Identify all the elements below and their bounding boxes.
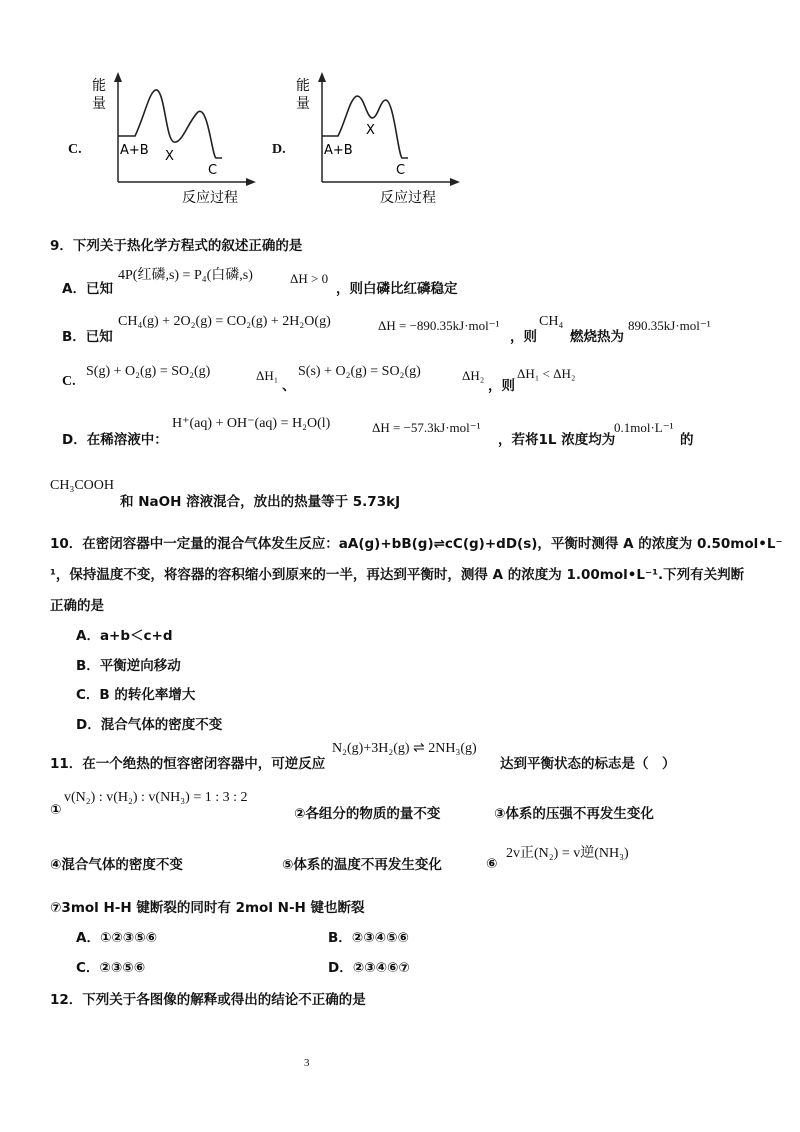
q9-d-concentration: 0.1mol·L⁻¹ <box>614 420 674 435</box>
q11-option-d: D．②③④⑥⑦ <box>328 960 410 976</box>
product-label: C <box>208 163 218 178</box>
q9-b-ch4: CH₄ <box>539 314 564 329</box>
q9-b-equation: CH₄(g) + 2O₂(g) = CO₂(g) + 2H₂O(g) <box>118 314 331 329</box>
y-label-2: 量 <box>92 96 106 112</box>
q9-c-compare: ΔH₁ < ΔH₂ <box>517 366 576 381</box>
q10-line-1: 10．在密闭容器中一定量的混合气体发生反应：aA(g)+bB(g)⇌cC(g)+dD(s)，平衡时测得 A 的浓度为 0.50mol•L⁻ <box>50 536 783 552</box>
x-label: 反应过程 <box>182 190 238 206</box>
y-axis-arrow-icon <box>114 72 122 82</box>
q11-stem-b: 达到平衡状态的标志是（ ） <box>500 756 676 772</box>
q10-option-a: A．a+b＜c+d <box>76 628 173 644</box>
q9-d-formula: CH₃COOH <box>50 478 114 493</box>
y-label-1: 能 <box>92 78 106 94</box>
q9-c-sep: 、 <box>282 378 296 394</box>
q9-c-label: C. <box>62 374 76 389</box>
q10-option-c: C．B 的转化率增大 <box>76 687 196 703</box>
q11-s2: ②各组分的物质的量不变 <box>294 806 441 822</box>
intermediate-label: X <box>165 149 174 164</box>
q12-stem: 12．下列关于各图像的解释或得出的结论不正确的是 <box>50 992 366 1008</box>
q9-b-label: B．已知 <box>62 329 113 345</box>
q9-c-tail: ，则 <box>488 378 515 394</box>
q11-stem-equation: N₂(g)+3H₂(g) ⇌ 2NH₃(g) <box>332 741 477 756</box>
q11-s6-equation: 2v正(N₂) = v逆(NH₃) <box>506 846 629 861</box>
q9-d-continuation: 和 NaOH 溶液混合，放出的热量等于 5.73kJ <box>120 494 401 510</box>
x-axis-arrow-icon <box>450 178 460 186</box>
start-label: A+B <box>324 143 353 158</box>
q11-s4: ④混合气体的密度不变 <box>50 857 183 873</box>
q9-a-tail: ，则白磷比红磷稳定 <box>336 281 458 297</box>
q10-option-b: B．平衡逆向移动 <box>76 658 181 674</box>
q11-s5: ⑤体系的温度不再发生变化 <box>282 857 442 873</box>
q9-d-mid: ，若将1L 浓度均为 <box>498 432 616 448</box>
q9-d-equation: H⁺(aq) + OH⁻(aq) = H₂O(l) <box>172 416 331 431</box>
y-label-1: 能 <box>296 78 310 94</box>
q11-s6-num: ⑥ <box>486 856 498 872</box>
q11-option-c: C．②③⑤⑥ <box>76 960 146 976</box>
q10-line-3: 正确的是 <box>50 598 104 614</box>
q9-b-mid: ，则 <box>510 329 537 345</box>
q9-d-dh: ΔH = −57.3kJ·mol⁻¹ <box>372 420 481 435</box>
q9-c-dh2: ΔH₂ <box>462 368 485 383</box>
page-number: 3 <box>304 1057 310 1069</box>
q11-option-a: A．①②③⑤⑥ <box>76 930 158 946</box>
q9-d-label: D．在稀溶液中： <box>62 432 168 448</box>
intermediate-label: X <box>366 123 375 138</box>
x-axis-arrow-icon <box>246 178 256 186</box>
y-label-2: 量 <box>296 96 310 112</box>
q9-stem: 9．下列关于热化学方程式的叙述正确的是 <box>50 238 303 254</box>
q9-c-equation-2: S(s) + O₂(g) = SO₂(g) <box>298 364 421 379</box>
q9-b-value: 890.35kJ·mol⁻¹ <box>628 318 711 333</box>
q9-a-dh: ΔH > 0 <box>290 271 329 286</box>
q9-b-dh: ΔH = −890.35kJ·mol⁻¹ <box>378 318 500 333</box>
q9-a-equation: 4P(红磷,s) = P₄(白磷,s) <box>118 268 253 283</box>
y-axis-arrow-icon <box>318 72 326 82</box>
q10-line-2: ¹，保持温度不变，将容器的容积缩小到原来的一半，再达到平衡时，测得 A 的浓度为 1.00mol•L⁻¹.下列有关判断 <box>50 567 745 583</box>
q9-c-dh1: ΔH₁ <box>256 368 279 383</box>
q11-s3: ③体系的压强不再发生变化 <box>494 806 654 822</box>
x-label: 反应过程 <box>380 190 436 206</box>
q11-s1-num: ① <box>50 802 62 818</box>
q11-s1-equation: v(N₂) : v(H₂) : v(NH₃) = 1 : 3 : 2 <box>64 790 248 805</box>
q9-b-mid2: 燃烧热为 <box>570 329 624 345</box>
q10-option-d: D．混合气体的密度不变 <box>76 717 223 733</box>
start-label: A+B <box>120 143 149 158</box>
q11-stem-a: 11．在一个绝热的恒容密闭容器中，可逆反应 <box>50 756 326 772</box>
energy-diagram-c <box>90 70 260 214</box>
q9-c-equation-1: S(g) + O₂(g) = SO₂(g) <box>86 364 211 379</box>
option-d-label: D. <box>272 142 286 157</box>
option-c-label: C. <box>68 142 82 157</box>
q9-a-label: A．已知 <box>62 281 113 297</box>
energy-diagram-d <box>294 70 464 214</box>
q9-d-de: 的 <box>680 432 694 448</box>
product-label: C <box>396 163 406 178</box>
q11-option-b: B．②③④⑤⑥ <box>328 930 409 946</box>
q11-s7: ⑦3mol H-H 键断裂的同时有 2mol N-H 键也断裂 <box>50 900 365 916</box>
